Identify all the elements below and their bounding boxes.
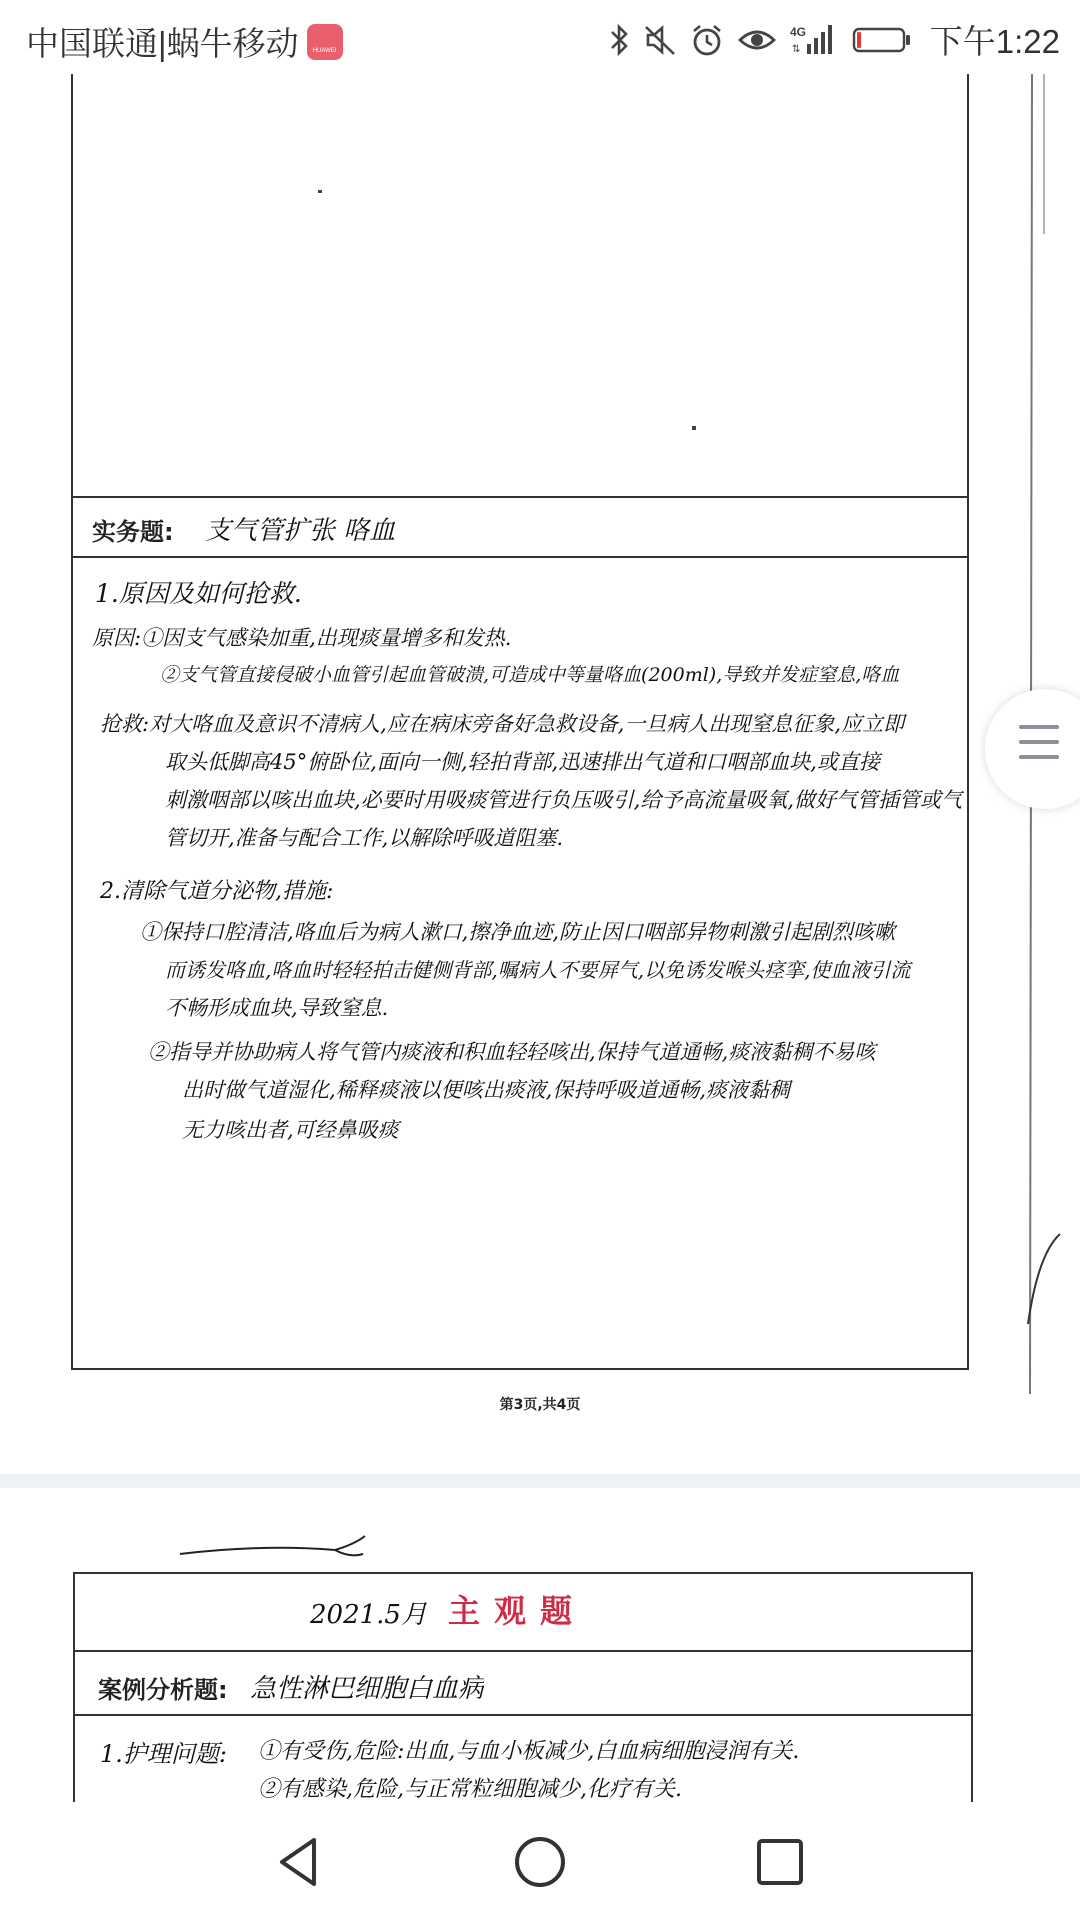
row-divider <box>73 1650 973 1652</box>
mute-icon <box>644 22 676 58</box>
alarm-icon <box>690 22 724 58</box>
answer-line: 1.原因及如何抢救. <box>95 579 302 608</box>
answer-line: ②支气管直接侵破小血管引起血管破溃,可造成中等量咯血(200ml),导致并发症窒息,咯血 <box>160 664 900 686</box>
carrier-name: 中国联通|蜗牛移动 <box>26 25 299 62</box>
answer-line: 出时做气道湿化,稀释痰液以便咳出痰液,保持呼吸道通畅,痰液黏稠 <box>182 1078 791 1102</box>
carrier-group <box>26 18 343 65</box>
eye-comfort-icon <box>738 22 776 58</box>
clock: 下午1:22 <box>929 23 1060 60</box>
battery-icon <box>852 22 912 58</box>
answer-line: 而诱发咯血,咯血时轻轻拍击健侧背部,嘱病人不要屏气,以免诱发喉头痉挛,使血液引流 <box>165 958 911 982</box>
network-type-label: 4G <box>789 24 806 39</box>
status-bar <box>0 0 1080 74</box>
section-title: 主观题 <box>448 1592 587 1630</box>
practice-question-value: 支气管扩张 咯血 <box>205 516 396 546</box>
practice-question-label: 实务题: <box>92 518 174 546</box>
answer-line: 无力咳出者,可经鼻吸痰 <box>182 1118 399 1142</box>
case-question-value: 急性淋巴细胞白血病 <box>250 1674 485 1704</box>
row-divider <box>73 1714 973 1716</box>
document-page-4 <box>0 1488 1080 1802</box>
answer-line: 管切开,准备与配合工作,以解除呼吸道阻塞. <box>165 826 564 850</box>
page-gap <box>0 1474 1080 1488</box>
navigation-bar <box>0 1802 1080 1920</box>
answer-line: 1.护理问题: <box>100 1740 227 1768</box>
answer-line: ①保持口腔清洁,咯血后为病人漱口,擦净血迹,防止因口咽部异物刺激引起剧烈咳嗽 <box>140 920 896 944</box>
recents-icon[interactable] <box>750 1832 810 1892</box>
huawei-app-icon <box>307 24 343 60</box>
ink-speck <box>318 190 322 193</box>
row-divider <box>71 556 969 558</box>
exam-date: 2021.5月 <box>310 1600 427 1630</box>
answer-line: 2.清除气道分泌物,措施: <box>100 879 334 904</box>
bluetooth-icon <box>608 22 630 58</box>
menu-icon <box>1019 725 1059 770</box>
document-viewer[interactable] <box>0 74 1080 1802</box>
signal-icon <box>790 22 838 58</box>
page-number: 第3页,共4页 <box>499 1397 581 1413</box>
home-icon[interactable] <box>510 1832 570 1892</box>
answer-line: ②指导并协助病人将气管内痰液和积血轻轻咳出,保持气道通畅,痰液黏稠不易咳 <box>148 1040 876 1064</box>
row-divider <box>71 496 969 498</box>
answer-line: 原因:①因支气感染加重,出现痰量增多和发热. <box>92 626 512 650</box>
answer-line: ①有受伤,危险:出血,与血小板减少,白血病细胞浸润有关. <box>258 1739 800 1764</box>
case-question-label: 案例分析题: <box>98 1676 228 1704</box>
answer-line: 刺激咽部以咳出血块,必要时用吸痰管进行负压吸引,给予高流量吸氧,做好气管插管或气 <box>165 788 963 812</box>
pen-stroke <box>175 1524 375 1564</box>
svg-text:⇅: ⇅ <box>791 43 801 55</box>
answer-line: 抢救:对大咯血及意识不清病人,应在病床旁备好急救设备,一旦病人出现窒息征象,应立即 <box>100 712 905 736</box>
ink-speck <box>692 426 696 430</box>
huawei-badge-label: HUAWEI <box>312 47 337 54</box>
answer-line: 取头低脚高45°俯卧位,面向一侧,轻拍背部,迅速排出气道和口咽部血块,或直接 <box>165 750 880 774</box>
status-icons <box>608 16 1060 63</box>
document-page-3 <box>0 74 1080 1474</box>
answer-line: ②有感染,危险,与正常粒细胞减少,化疗有关. <box>258 1777 682 1802</box>
answer-line: 不畅形成血块,导致窒息. <box>165 996 389 1020</box>
back-icon[interactable] <box>270 1832 330 1892</box>
